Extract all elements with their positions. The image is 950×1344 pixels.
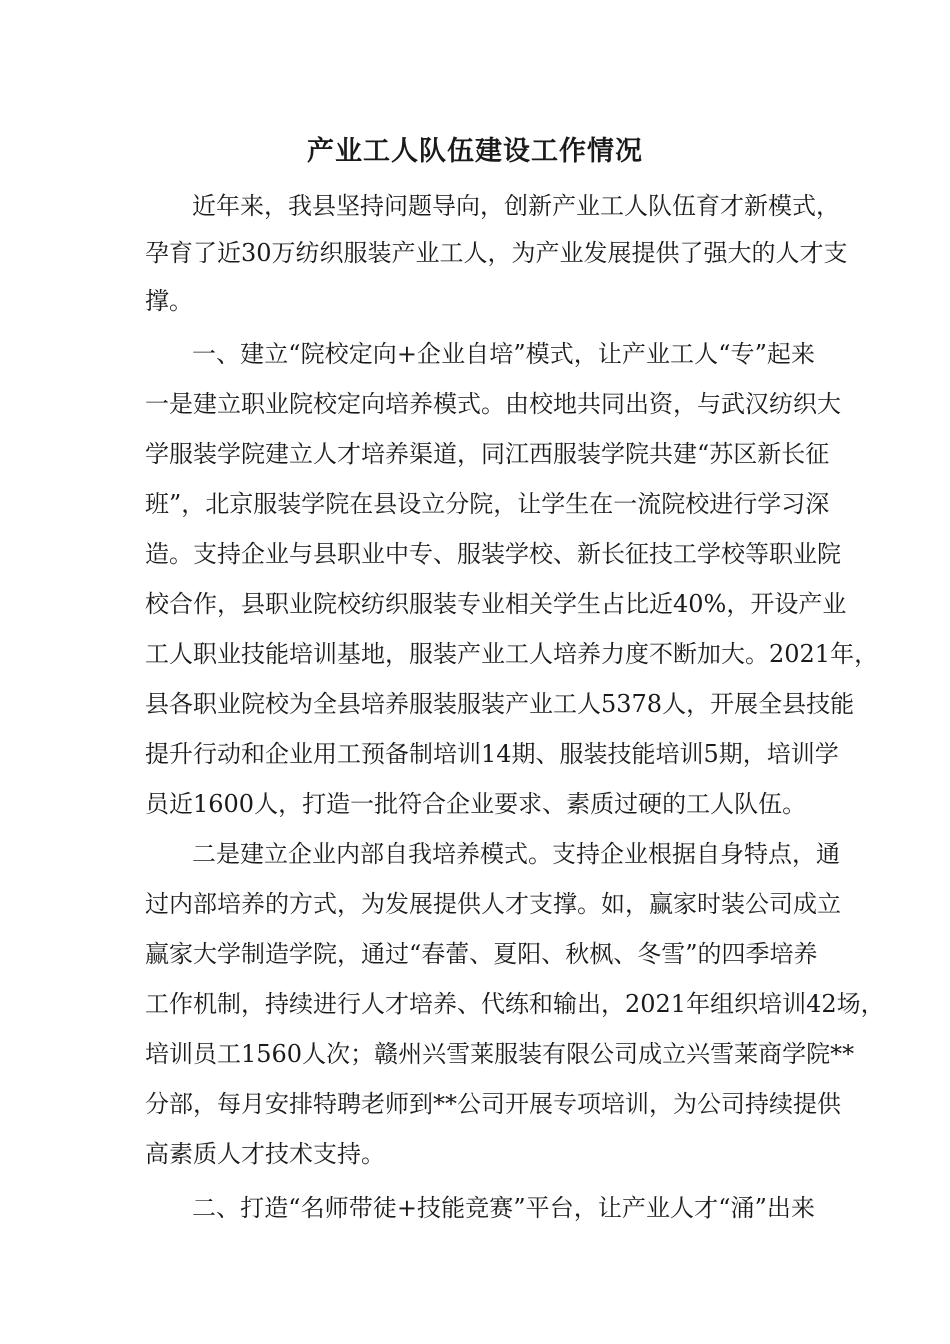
paragraph-line: 一是建立职业院校定向培养模式。由校地共同出资，与武汉纺织大 xyxy=(145,390,841,418)
paragraph-line: 工作机制，持续进行人才培养、代练和输出，2021年组织培训42场， xyxy=(145,990,885,1018)
paragraph-line: 孕育了近30万纺织服装产业工人，为产业发展提供了强大的人才支 xyxy=(145,239,848,267)
paragraph-line: 分部，每月安排特聘老师到**公司开展专项培训，为公司持续提供 xyxy=(145,1090,841,1118)
paragraph-line: 撑。 xyxy=(145,287,193,315)
paragraph-line: 造。支持企业与县职业中专、服装学校、新长征技工学校等职业院 xyxy=(145,540,841,568)
section-heading: 二、打造“名师带徒+技能竞赛”平台，让产业人才“涌”出来 xyxy=(192,1194,815,1222)
section-heading: 一、建立“院校定向+企业自培”模式，让产业工人“专”起来 xyxy=(192,340,815,368)
paragraph-line: 二是建立企业内部自我培养模式。支持企业根据自身特点，通 xyxy=(192,840,840,868)
paragraph-line: 高素质人才技术支持。 xyxy=(145,1140,385,1168)
paragraph-line: 过内部培养的方式，为发展提供人才支撑。如，赢家时装公司成立 xyxy=(145,890,841,918)
paragraph-line: 赢家大学制造学院，通过“春蕾、夏阳、秋枫、冬雪”的四季培养 xyxy=(145,940,818,968)
paragraph-line: 提升行动和企业用工预备制培训14期、服装技能培训5期，培训学 xyxy=(145,740,839,768)
paragraph-line: 员近1600人，打造一批符合企业要求、素质过硬的工人队伍。 xyxy=(145,790,807,818)
paragraph-line: 学服装学院建立人才培养渠道，同江西服装学院共建“苏区新长征 xyxy=(145,440,830,468)
paragraph-line: 班”，北京服装学院在县设立分院，让学生在一流院校进行学习深 xyxy=(145,490,830,518)
paragraph-line: 县各职业院校为全县培养服装服装产业工人5378人，开展全县技能 xyxy=(145,690,855,718)
paragraph-line: 培训员工1560人次；赣州兴雪莱服装有限公司成立兴雪莱商学院** xyxy=(145,1040,855,1068)
document-title: 产业工人队伍建设工作情况 xyxy=(307,136,643,167)
paragraph-line: 工人职业技能培训基地，服装产业工人培养力度不断加大。2021年， xyxy=(145,640,879,668)
paragraph-line: 校合作，县职业院校纺织服装专业相关学生占比近40%，开设产业 xyxy=(145,590,847,618)
paragraph-line: 近年来，我县坚持问题导向，创新产业工人队伍育才新模式， xyxy=(192,192,840,220)
